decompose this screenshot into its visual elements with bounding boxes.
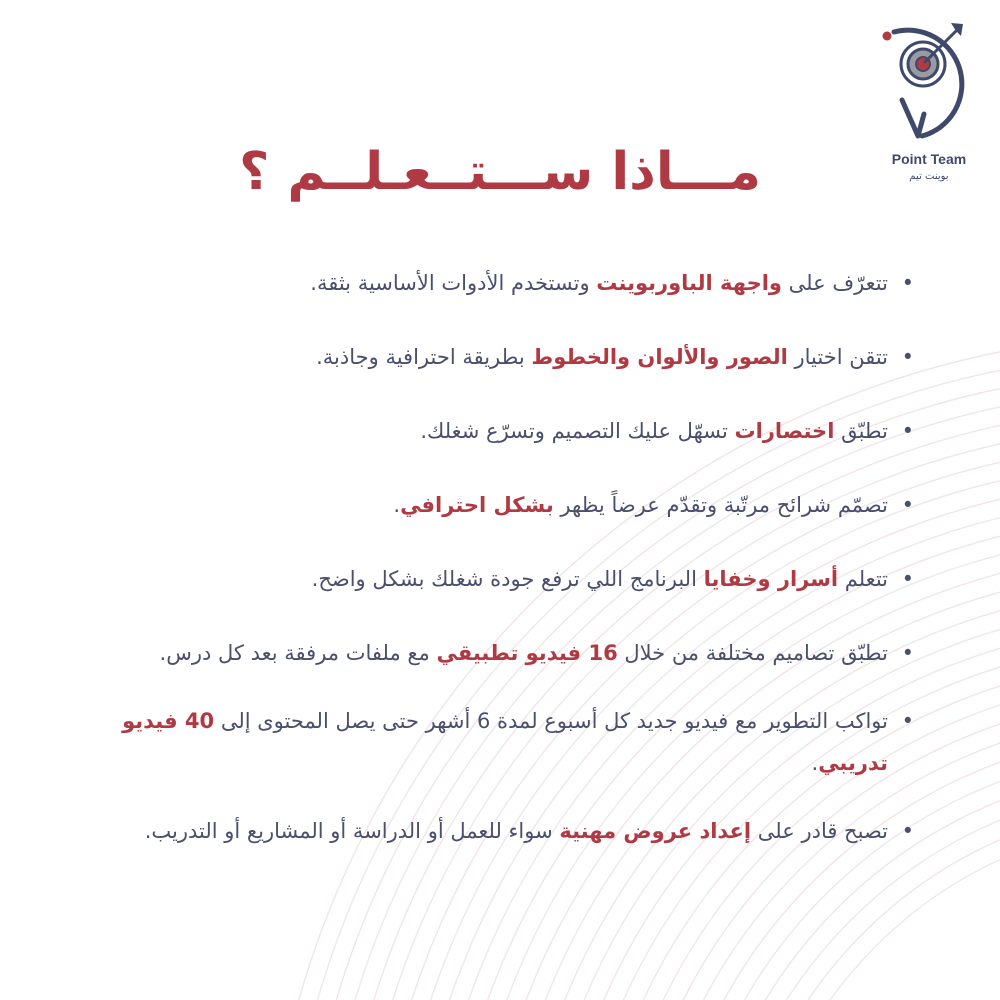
item-text: تصمّم شرائح مرتّبة وتقدّم عرضاً يظهر bbox=[553, 493, 888, 517]
item-text: . bbox=[393, 493, 401, 517]
item-highlight: اختصارات bbox=[734, 419, 835, 443]
item-text: تتعلم bbox=[838, 567, 888, 591]
item-text: مع ملفات مرفقة بعد كل درس. bbox=[159, 641, 437, 665]
item-highlight: 16 فيديو تطبيقي bbox=[436, 641, 618, 665]
item-highlight: بشكل احترافي bbox=[400, 493, 554, 517]
item-text: سواء للعمل أو الدراسة أو المشاريع أو التدريب. bbox=[144, 819, 560, 843]
list-item bbox=[73, 336, 918, 378]
learning-outcomes-list bbox=[73, 262, 918, 878]
list-item bbox=[73, 484, 918, 526]
list-item bbox=[73, 262, 918, 304]
item-text: . bbox=[811, 751, 819, 775]
item-text: تتقن اختيار bbox=[787, 345, 888, 369]
item-text: تطبّق bbox=[834, 419, 888, 443]
list-item bbox=[73, 410, 918, 452]
item-text: تسهّل عليك التصميم وتسرّع شغلك. bbox=[420, 419, 735, 443]
target-pin-icon bbox=[872, 14, 982, 164]
logo-name-arabic: بوينت تيم bbox=[909, 171, 949, 182]
item-highlight: أسرار وخفايا bbox=[703, 567, 839, 591]
item-highlight: الصور والألوان والخطوط bbox=[531, 345, 788, 369]
item-text: بطريقة احترافية وجاذبة. bbox=[316, 345, 532, 369]
item-text: تطبّق تصاميم مختلفة من خلال bbox=[617, 641, 888, 665]
list-item bbox=[73, 700, 918, 784]
item-text: تصبح قادر على bbox=[751, 819, 888, 843]
item-highlight: 40 فيديو تدريبي bbox=[122, 709, 888, 775]
item-text: البرنامج اللي ترفع جودة شغلك بشكل واضح. bbox=[311, 567, 704, 591]
item-highlight: واجهة الباوربوينت bbox=[596, 271, 782, 295]
list-item bbox=[73, 558, 918, 600]
item-text: وتستخدم الأدوات الأساسية بثقة. bbox=[310, 271, 597, 295]
item-highlight: إعداد عروض مهنية bbox=[559, 819, 752, 843]
logo-name: Point Team bbox=[891, 151, 967, 167]
item-text: تتعرّف على bbox=[781, 271, 888, 295]
item-text: تواكب التطوير مع فيديو جديد كل أسبوع لمدة 6 أشهر حتى يصل المحتوى إلى bbox=[214, 709, 888, 733]
list-item bbox=[73, 632, 918, 674]
point-team-logo bbox=[872, 14, 982, 199]
list-item bbox=[73, 810, 918, 852]
page-title: مـــاذا ســـتــعـلــم ؟ bbox=[239, 142, 761, 202]
